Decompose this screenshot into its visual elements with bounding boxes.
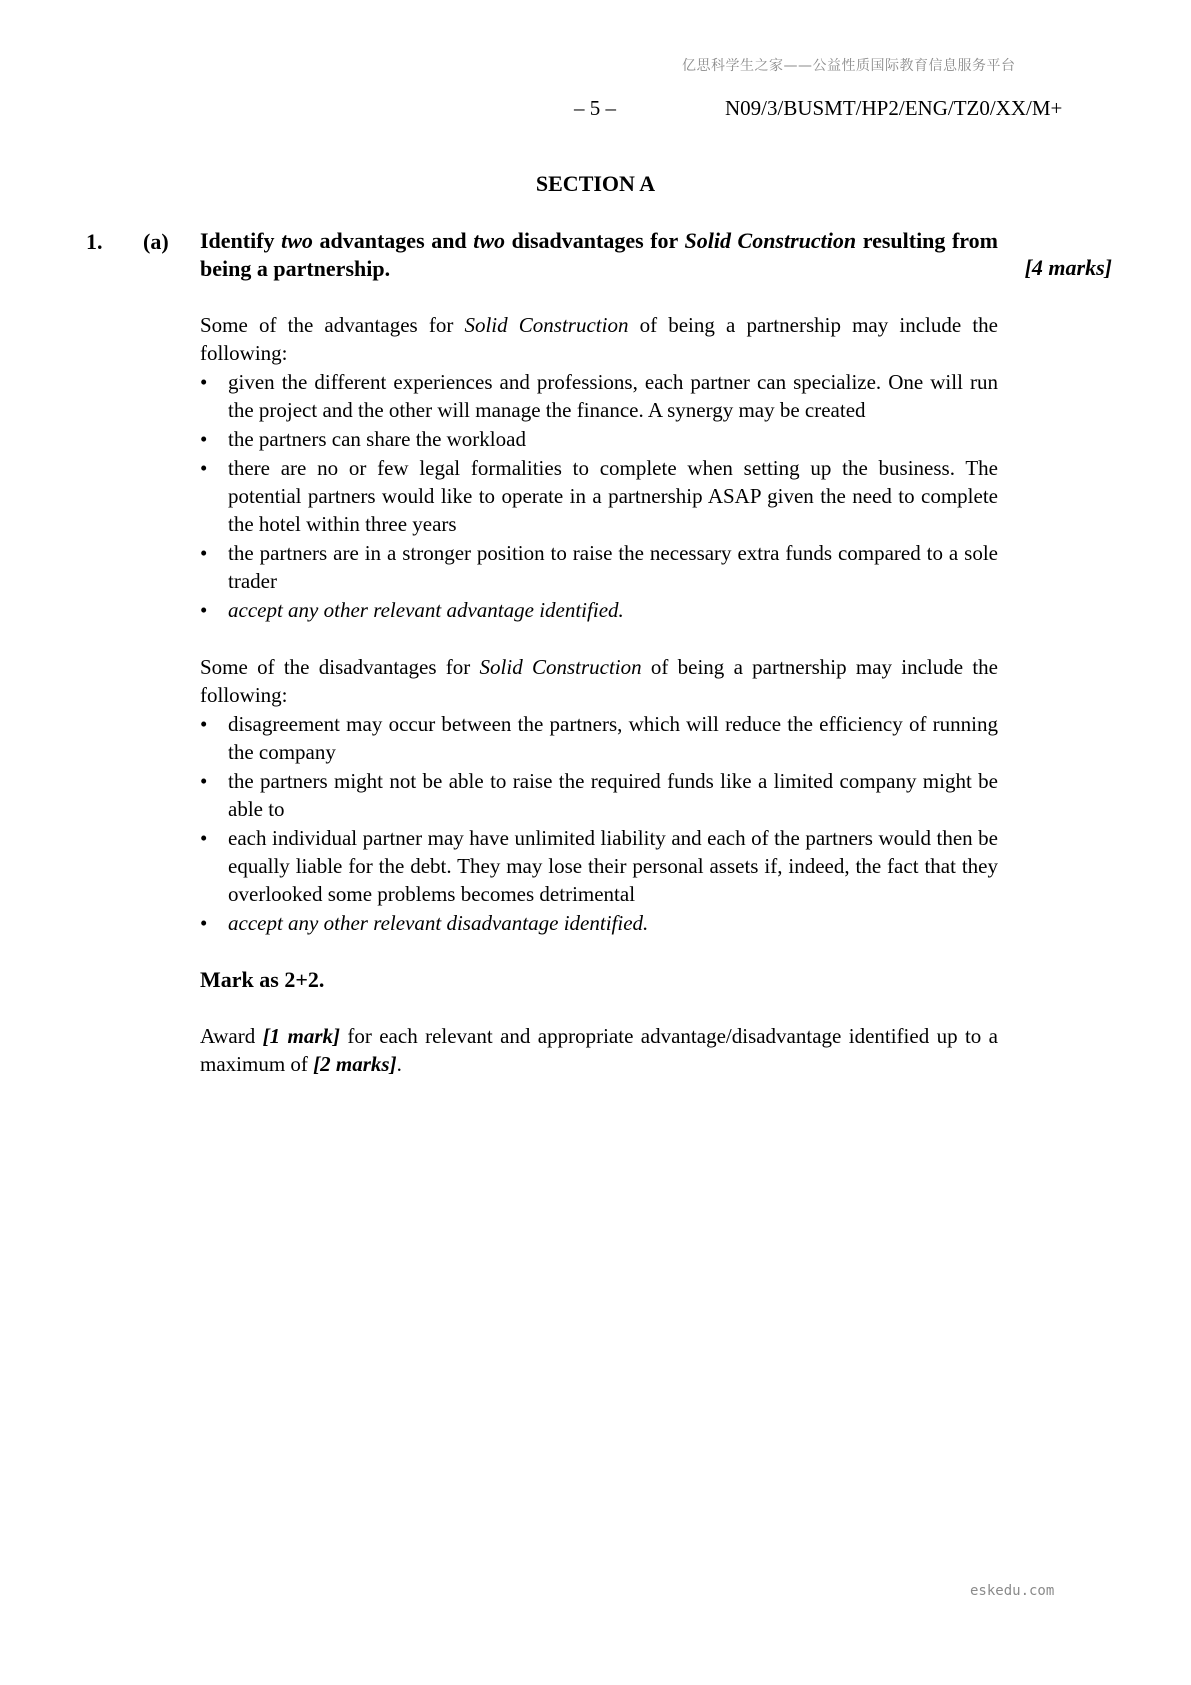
list-item: • the partners are in a stronger position to raise the necessary extra funds compared to a sole trader — [200, 541, 998, 593]
disadvantages-intro: Some of the disadvantages for Solid Construction of being a partnership may include the following: — [200, 655, 998, 707]
advantages-list — [200, 368, 998, 624]
bullet-icon: • — [200, 427, 208, 451]
list-item: • given the different experiences and professions, each partner can specialize. One will run the project and the other will manage the finance. A synergy may be created — [200, 370, 998, 422]
question-marks: [4 marks] — [1024, 255, 1112, 280]
list-item: • there are no or few legal formalities to complete when setting up the business. The potential partners would like to operate in a partnership ASAP given the need to complete the hotel within three years — [200, 456, 998, 536]
bullet-icon: • — [200, 456, 208, 480]
list-item: • the partners can share the workload — [200, 427, 526, 451]
document-code: N09/3/BUSMT/HP2/ENG/TZ0/XX/M+ — [725, 96, 1063, 120]
list-item: • accept any other relevant disadvantage identified. — [200, 911, 649, 935]
list-item: • accept any other relevant advantage identified. — [200, 598, 624, 622]
watermark-bottom: eskedu.com — [970, 1583, 1055, 1599]
question-text: Identify two advantages and two disadvantages for Solid Construction resulting from being a partnership. — [200, 228, 998, 281]
bullet-icon: • — [200, 712, 208, 736]
watermark-top: 亿思科学生之家——公益性质国际教育信息服务平台 — [682, 58, 1016, 74]
bullet-icon: • — [200, 541, 208, 565]
list-item: • the partners might not be able to raise the required funds like a limited company might be able to — [200, 769, 998, 821]
bullet-icon: • — [200, 826, 208, 850]
award-note: Award [1 mark] for each relevant and appropriate advantage/disadvantage identified up to a maximum of [2 marks]. — [200, 1024, 999, 1076]
list-item: • each individual partner may have unlimited liability and each of the partners would then be equally liable for the debt. They may lose their personal assets if, indeed, the fact that they overlooked some problems becomes detrimental — [200, 826, 998, 906]
question-part: (a) — [143, 229, 169, 254]
bullet-icon: • — [200, 911, 208, 935]
markscheme-content — [200, 311, 998, 1078]
question-number: 1. — [86, 229, 103, 254]
bullet-icon: • — [200, 769, 208, 793]
bullet-icon: • — [200, 370, 208, 394]
mark-as-note: Mark as 2+2. — [200, 967, 325, 992]
page-number: – 5 – — [574, 96, 616, 120]
bullet-icon: • — [200, 598, 208, 622]
section-heading: SECTION A — [535, 171, 656, 196]
advantages-intro: Some of the advantages for Solid Construction of being a partnership may include the following: — [200, 313, 998, 365]
list-item: • disagreement may occur between the partners, which will reduce the efficiency of running the company — [200, 712, 998, 764]
disadvantages-list — [200, 710, 998, 937]
